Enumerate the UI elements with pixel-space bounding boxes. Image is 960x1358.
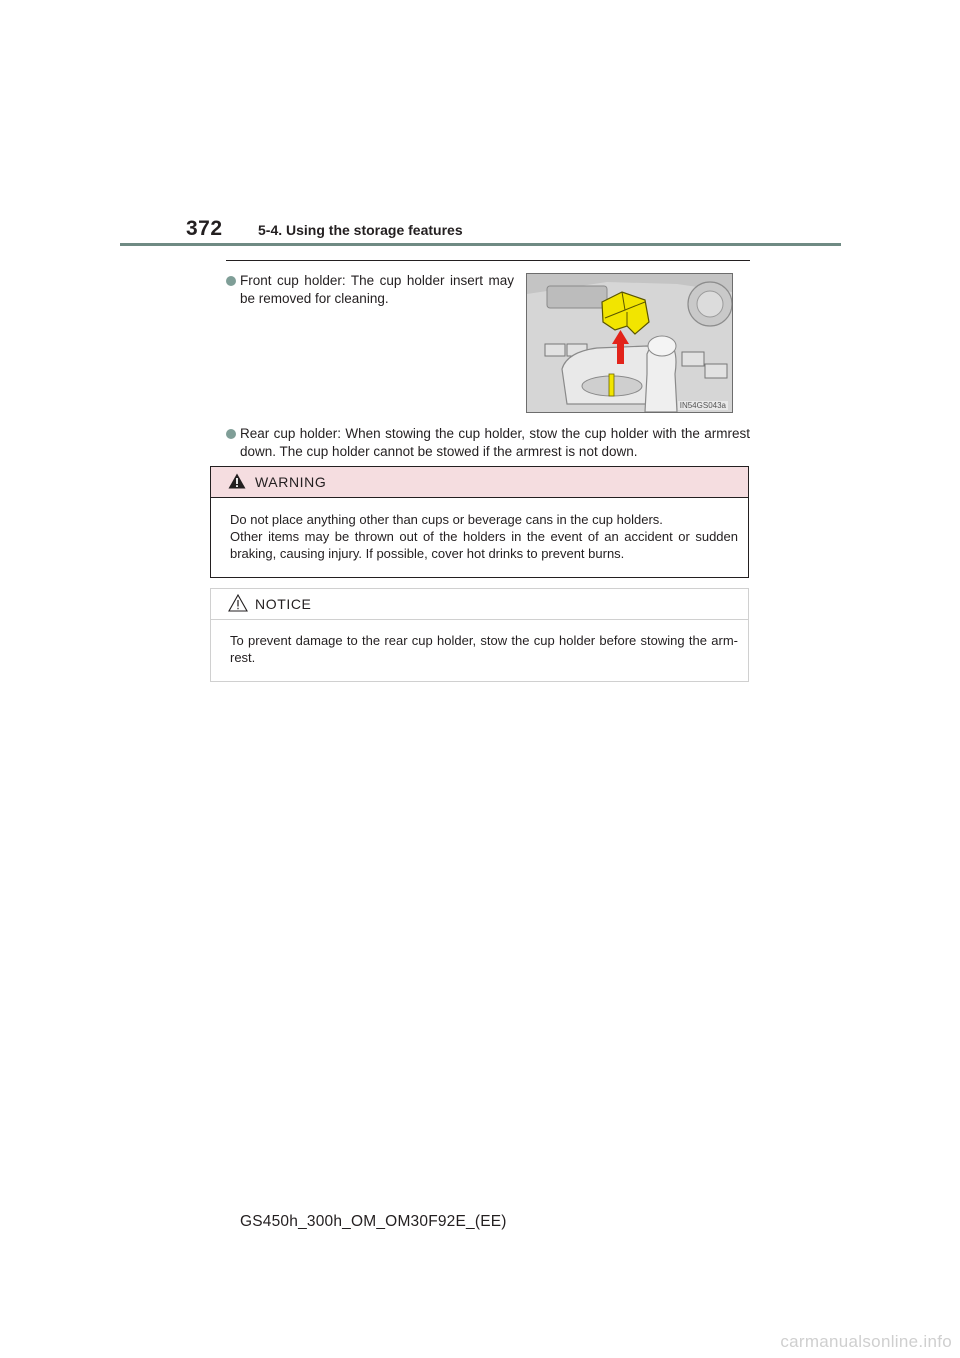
- notice-triangle-icon: [228, 594, 248, 612]
- warning-header: [211, 467, 748, 498]
- watermark: carmanualsonline.info: [780, 1332, 952, 1351]
- warning-line: Do not place anything other than cups or beverage cans in the cup holders.: [230, 512, 663, 527]
- page-number: 372: [186, 217, 223, 240]
- warning-label: WARNING: [255, 474, 327, 490]
- content-rule: [226, 260, 750, 261]
- header-rule: [120, 243, 841, 246]
- warning-box: [210, 466, 749, 578]
- notice-box: [210, 588, 749, 682]
- bullet-icon: [226, 276, 236, 286]
- bullet-text: Front cup holder: The cup holder insert may be removed for cleaning.: [240, 273, 514, 306]
- cup-holder-illustration: [526, 273, 733, 413]
- bullet-front-cup-holder: [226, 272, 514, 307]
- notice-header: [211, 589, 748, 620]
- bullet-text: Rear cup holder: When stowing the cup holder, stow the cup holder with the armrest down. The cup holder cannot be stowed if the armrest is not down.: [240, 426, 750, 459]
- section-title: 5-4. Using the storage features: [258, 222, 463, 238]
- console-drawing: [527, 274, 732, 412]
- warning-line: Other items may be thrown out of the holders in the event of an accident or sudden braking, causing injury. If possible, cover hot drinks to prevent burns.: [230, 529, 738, 562]
- warning-body: [230, 511, 738, 563]
- notice-body: [230, 632, 738, 666]
- illustration-code: IN54GS043a: [679, 401, 726, 410]
- bullet-rear-cup-holder: [226, 425, 750, 460]
- notice-text: To prevent damage to the rear cup holder, stow the cup holder before stowing the arm-rest.: [230, 633, 738, 666]
- bullet-icon: [226, 429, 236, 439]
- warning-triangle-icon: [228, 473, 246, 489]
- notice-label: NOTICE: [255, 596, 312, 612]
- footer-code: GS450h_300h_OM_OM30F92E_(EE): [240, 1213, 507, 1230]
